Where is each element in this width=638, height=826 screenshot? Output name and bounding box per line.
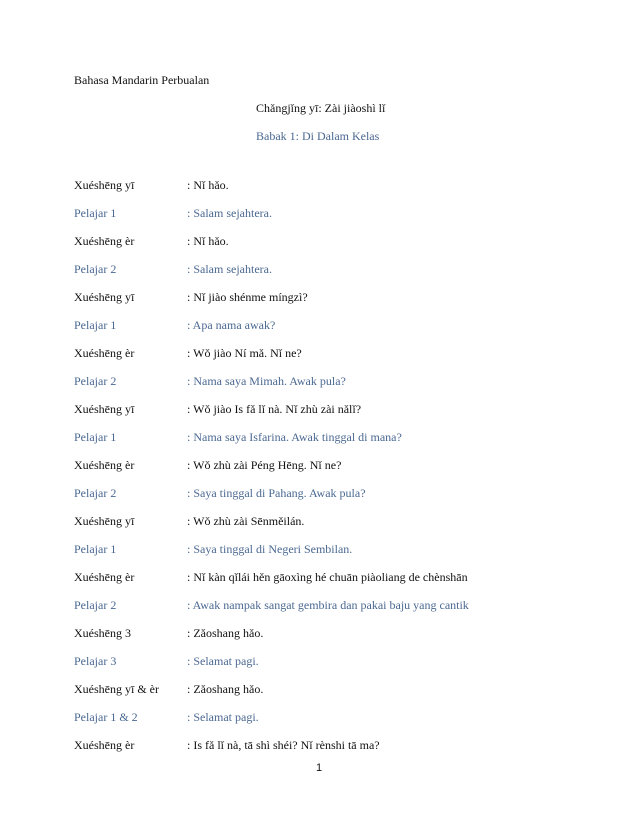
speaker-name: Pelajar 1 & 2 bbox=[74, 710, 138, 724]
page-number: 1 bbox=[316, 762, 323, 774]
dialogue-text: : Selamat pagi. bbox=[187, 654, 259, 668]
translation-line bbox=[74, 318, 594, 346]
dialogue-text: : Zǎoshang hǎo. bbox=[187, 626, 264, 640]
dialogue-line bbox=[74, 458, 594, 486]
speaker-name: Xuéshēng yī bbox=[74, 178, 135, 192]
dialogue-line bbox=[74, 570, 594, 598]
speaker-name: Pelajar 2 bbox=[74, 374, 117, 388]
speaker-name: Pelajar 2 bbox=[74, 486, 117, 500]
dialogue-line bbox=[74, 514, 594, 542]
dialogue-text: : Nǐ jiào shénme míngzì? bbox=[187, 290, 308, 304]
translation-line bbox=[74, 654, 594, 682]
translation-line bbox=[74, 542, 594, 570]
dialogue-text: : Wǒ jiào Ní mǎ. Nǐ ne? bbox=[187, 346, 302, 360]
speaker-name: Xuéshēng èr bbox=[74, 346, 135, 360]
speaker-name: Xuéshēng yī bbox=[74, 402, 135, 416]
act-heading: Babak 1: Di Dalam Kelas bbox=[256, 129, 380, 143]
dialogue-list bbox=[74, 178, 594, 766]
speaker-name: Xuéshēng èr bbox=[74, 570, 135, 584]
translation-line bbox=[74, 486, 594, 514]
dialogue-text: : Salam sejahtera. bbox=[187, 206, 272, 220]
document-title: Bahasa Mandarin Perbualan bbox=[74, 73, 210, 87]
translation-line bbox=[74, 430, 594, 458]
dialogue-text: : Wǒ zhù zài Péng Hēng. Nǐ ne? bbox=[187, 458, 342, 472]
dialogue-text: : Awak nampak sangat gembira dan pakai baju yang cantik bbox=[187, 598, 469, 612]
translation-line bbox=[74, 710, 594, 738]
dialogue-text: : Nǐ hǎo. bbox=[187, 234, 229, 248]
translation-line bbox=[74, 262, 594, 290]
translation-line bbox=[74, 206, 594, 234]
speaker-name: Pelajar 3 bbox=[74, 654, 117, 668]
speaker-name: Xuéshēng èr bbox=[74, 234, 135, 248]
dialogue-text: : Nama saya Mimah. Awak pula? bbox=[187, 374, 346, 388]
speaker-name: Pelajar 2 bbox=[74, 262, 117, 276]
dialogue-text: : Salam sejahtera. bbox=[187, 262, 272, 276]
dialogue-text: : Nǐ hǎo. bbox=[187, 178, 229, 192]
speaker-name: Xuéshēng 3 bbox=[74, 626, 131, 640]
speaker-name: Xuéshēng yī bbox=[74, 290, 135, 304]
dialogue-line bbox=[74, 290, 594, 318]
speaker-name: Pelajar 1 bbox=[74, 542, 117, 556]
speaker-name: Pelajar 1 bbox=[74, 206, 117, 220]
dialogue-text: : Nǐ kàn qǐlái hěn gāoxìng hé chuān piàoliang de chènshān bbox=[187, 570, 468, 584]
dialogue-line bbox=[74, 738, 594, 766]
dialogue-text: : Saya tinggal di Negeri Sembilan. bbox=[187, 542, 353, 556]
speaker-name: Xuéshēng yī & èr bbox=[74, 682, 159, 696]
dialogue-line bbox=[74, 402, 594, 430]
dialogue-text: : Saya tinggal di Pahang. Awak pula? bbox=[187, 486, 366, 500]
dialogue-line bbox=[74, 346, 594, 374]
dialogue-line bbox=[74, 626, 594, 654]
speaker-name: Xuéshēng èr bbox=[74, 738, 135, 752]
dialogue-line bbox=[74, 178, 594, 206]
speaker-name: Xuéshēng èr bbox=[74, 458, 135, 472]
scene-heading: Chǎngjǐng yī: Zài jiàoshì lǐ bbox=[256, 101, 386, 115]
dialogue-text: : Apa nama awak? bbox=[187, 318, 276, 332]
dialogue-line bbox=[74, 234, 594, 262]
translation-line bbox=[74, 598, 594, 626]
speaker-name: Pelajar 1 bbox=[74, 430, 117, 444]
speaker-name: Xuéshēng yī bbox=[74, 514, 135, 528]
translation-line bbox=[74, 374, 594, 402]
dialogue-text: : Zǎoshang hǎo. bbox=[187, 682, 264, 696]
dialogue-text: : Selamat pagi. bbox=[187, 710, 259, 724]
dialogue-text: : Wǒ jiào Is fǎ lǐ nà. Nǐ zhù zài nǎlǐ? bbox=[187, 402, 362, 416]
dialogue-line bbox=[74, 682, 594, 710]
dialogue-text: : Wǒ zhù zài Sēnměilán. bbox=[187, 514, 305, 528]
speaker-name: Pelajar 1 bbox=[74, 318, 117, 332]
dialogue-text: : Nama saya Isfarina. Awak tinggal di mana? bbox=[187, 430, 402, 444]
dialogue-text: : Is fǎ lǐ nà, tā shì shéi? Nǐ rènshi tā ma? bbox=[187, 738, 380, 752]
speaker-name: Pelajar 2 bbox=[74, 598, 117, 612]
